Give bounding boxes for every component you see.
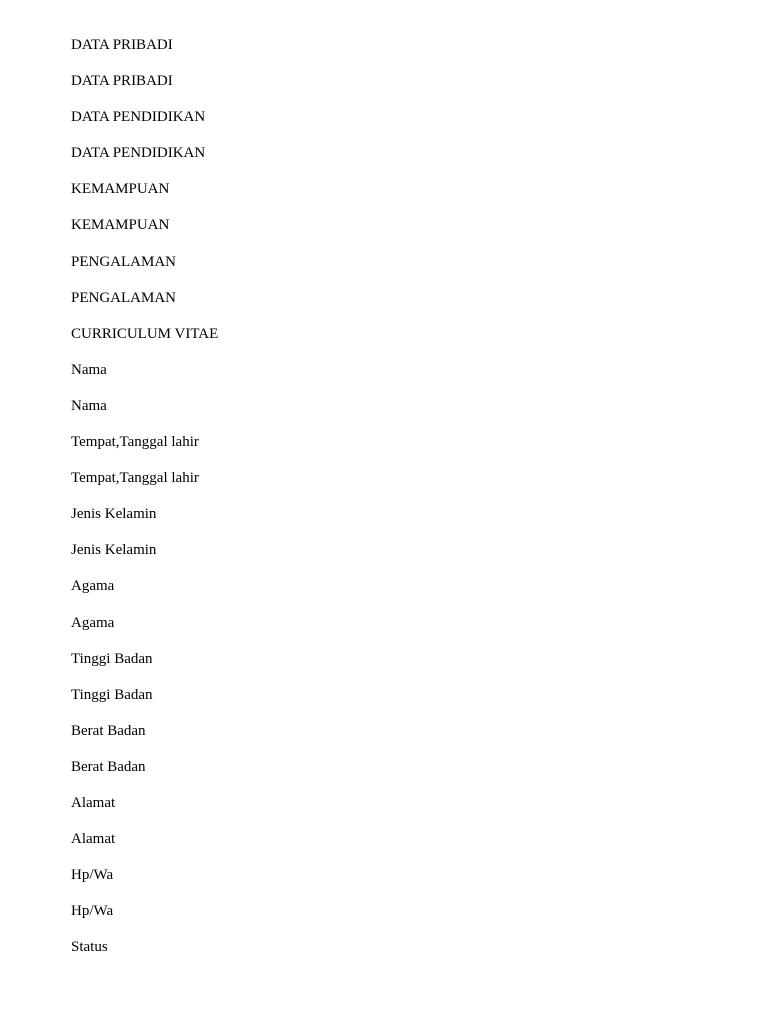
section-heading-kemampuan: KEMAMPUAN (71, 181, 170, 198)
field-label-nama: Nama (71, 397, 107, 414)
section-heading-pengalaman: PENGALAMAN (71, 253, 176, 270)
section-heading-pengalaman: PENGALAMAN (71, 289, 176, 306)
field-label-agama: Agama (71, 578, 115, 595)
field-label-agama: Agama (71, 614, 115, 631)
field-label-status: Status (71, 939, 108, 956)
document-text-lines (71, 36, 218, 974)
field-label-berat-badan: Berat Badan (71, 758, 146, 775)
field-label-jenis-kelamin: Jenis Kelamin (71, 542, 157, 559)
section-heading-data-pribadi: DATA PRIBADI (71, 73, 173, 90)
field-label-alamat: Alamat (71, 794, 116, 811)
field-label-tinggi-badan: Tinggi Badan (71, 650, 153, 667)
section-heading-data-pendidikan: DATA PENDIDIKAN (71, 109, 206, 126)
section-heading-kemampuan: KEMAMPUAN (71, 217, 170, 234)
field-label-tinggi-badan: Tinggi Badan (71, 686, 153, 703)
section-heading-data-pendidikan: DATA PENDIDIKAN (71, 145, 206, 162)
field-label-jenis-kelamin: Jenis Kelamin (71, 506, 157, 523)
field-label-nama: Nama (71, 361, 107, 378)
document-title: CURRICULUM VITAE (71, 325, 219, 342)
field-label-alamat: Alamat (71, 831, 116, 848)
section-heading-data-pribadi: DATA PRIBADI (71, 37, 173, 53)
field-label-tempat-tanggal-lahir: Tempat,Tanggal lahir (71, 434, 199, 451)
field-label-hp-wa: Hp/Wa (71, 903, 114, 920)
field-label-tempat-tanggal-lahir: Tempat,Tanggal lahir (71, 470, 199, 487)
field-label-hp-wa: Hp/Wa (71, 867, 114, 884)
field-label-berat-badan: Berat Badan (71, 722, 146, 739)
